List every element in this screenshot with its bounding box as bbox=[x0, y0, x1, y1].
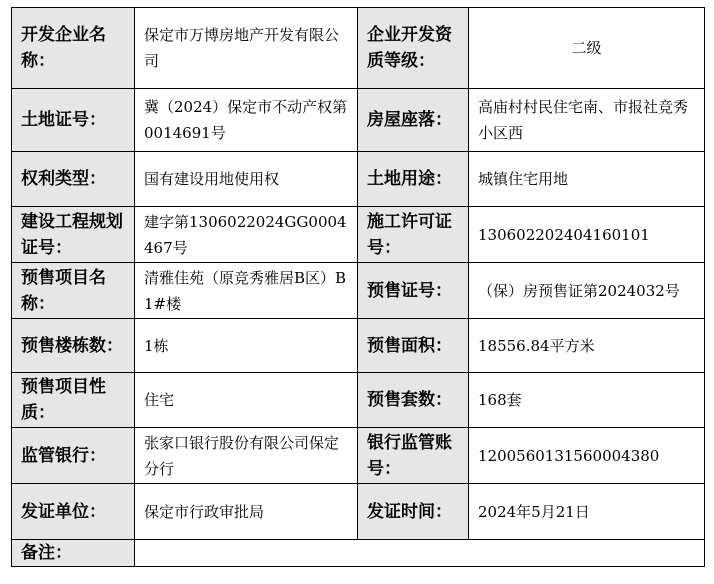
presale-units-value: 168套 bbox=[469, 373, 705, 428]
planning-permit-label: 建设工程规划证号： bbox=[12, 207, 135, 263]
right-type-label: 权利类型： bbox=[12, 152, 135, 207]
land-certificate-label: 土地证号： bbox=[12, 89, 135, 152]
table-row bbox=[12, 540, 705, 567]
presale-permit-table-wrapper bbox=[11, 7, 705, 567]
presale-buildings-label: 预售楼栋数： bbox=[12, 319, 135, 373]
bank-account-value: 1200560131560004380 bbox=[469, 428, 705, 484]
construction-permit-label: 施工许可证号： bbox=[358, 207, 469, 263]
land-use-label: 土地用途： bbox=[358, 152, 469, 207]
property-location-label: 房屋座落： bbox=[358, 89, 469, 152]
bank-account-label: 银行监管账号： bbox=[358, 428, 469, 484]
qualification-level-label: 企业开发资质等级： bbox=[358, 8, 469, 89]
table-row bbox=[12, 89, 705, 152]
presale-area-value: 18556.84平方米 bbox=[469, 319, 705, 373]
property-location-value: 高庙村村民住宅南、市报社竞秀小区西 bbox=[469, 89, 705, 152]
issuing-authority-value: 保定市行政审批局 bbox=[135, 484, 358, 540]
remarks-label: 备注： bbox=[12, 540, 135, 567]
qualification-level-value: 二级 bbox=[469, 8, 705, 89]
supervising-bank-label: 监管银行： bbox=[12, 428, 135, 484]
developer-name-label: 开发企业名称： bbox=[12, 8, 135, 89]
table-row bbox=[12, 319, 705, 373]
developer-name-value: 保定市万博房地产开发有限公司 bbox=[135, 8, 358, 89]
presale-nature-label: 预售项目性质： bbox=[12, 373, 135, 428]
table-row bbox=[12, 263, 705, 319]
planning-permit-value: 建字第1306022024GG0004467号 bbox=[135, 207, 358, 263]
supervising-bank-value: 张家口银行股份有限公司保定分行 bbox=[135, 428, 358, 484]
table-row bbox=[12, 428, 705, 484]
presale-permit-no-value: （保）房预售证第2024032号 bbox=[469, 263, 705, 319]
land-use-value: 城镇住宅用地 bbox=[469, 152, 705, 207]
presale-project-name-value: 清雅佳苑（原竞秀雅居B区）B1#楼 bbox=[135, 263, 358, 319]
construction-permit-value: 130602202404160101 bbox=[469, 207, 705, 263]
table-row bbox=[12, 207, 705, 263]
table-row bbox=[12, 152, 705, 207]
table-row bbox=[12, 8, 705, 89]
issuing-authority-label: 发证单位： bbox=[12, 484, 135, 540]
presale-nature-value: 住宅 bbox=[135, 373, 358, 428]
issue-date-label: 发证时间： bbox=[358, 484, 469, 540]
presale-buildings-value: 1栋 bbox=[135, 319, 358, 373]
table-row bbox=[12, 373, 705, 428]
right-type-value: 国有建设用地使用权 bbox=[135, 152, 358, 207]
table-row bbox=[12, 484, 705, 540]
presale-permit-no-label: 预售证号： bbox=[358, 263, 469, 319]
remarks-value bbox=[135, 540, 705, 567]
issue-date-value: 2024年5月21日 bbox=[469, 484, 705, 540]
presale-project-name-label: 预售项目名称： bbox=[12, 263, 135, 319]
land-certificate-value: 冀（2024）保定市不动产权第0014691号 bbox=[135, 89, 358, 152]
presale-area-label: 预售面积： bbox=[358, 319, 469, 373]
presale-permit-table bbox=[11, 7, 705, 567]
presale-units-label: 预售套数： bbox=[358, 373, 469, 428]
